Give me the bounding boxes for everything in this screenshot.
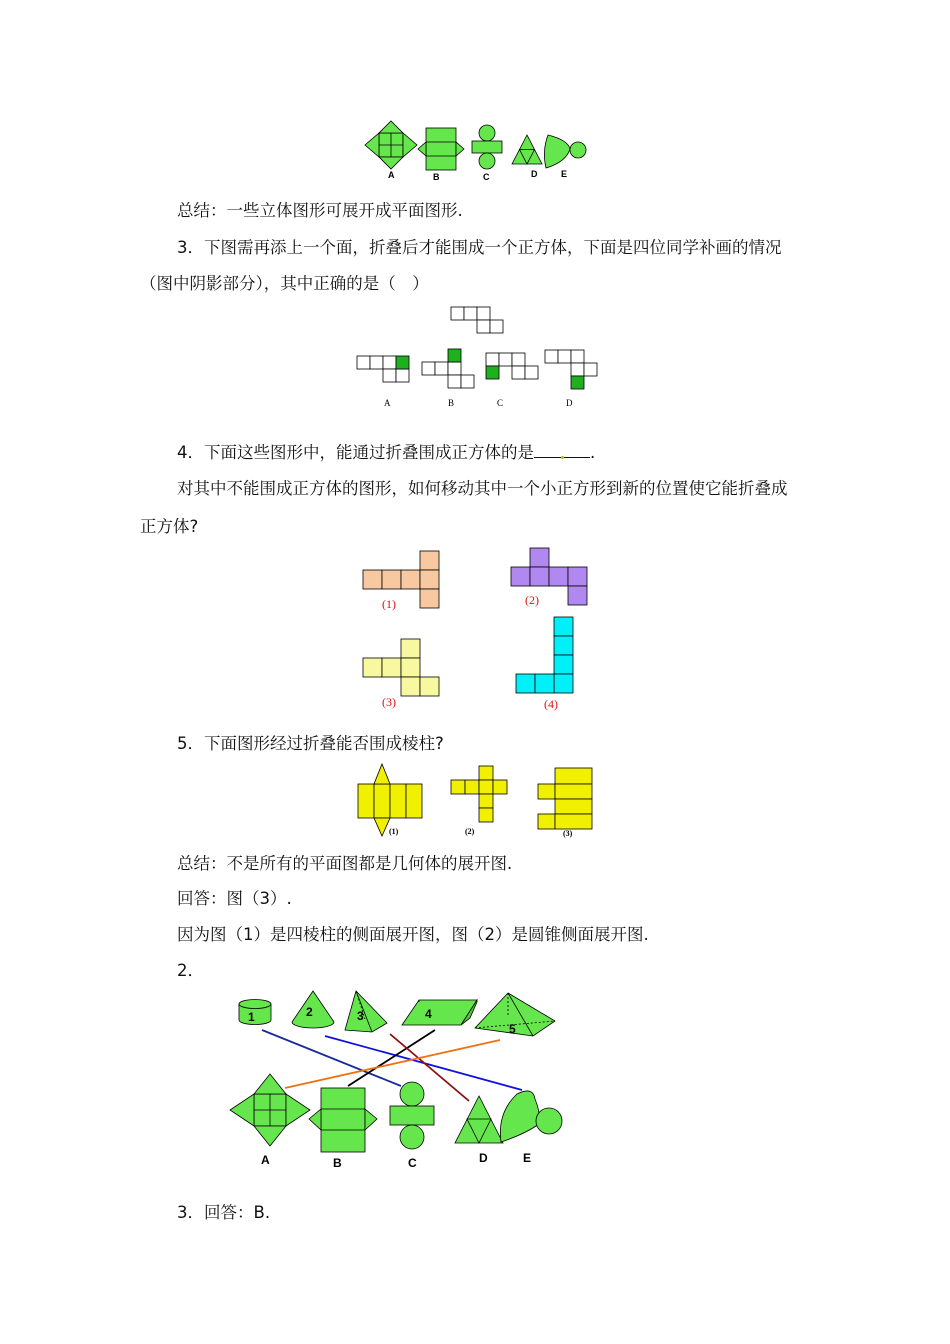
summary-2: 总结：不是所有的平面图都是几何体的展开图. xyxy=(177,854,513,873)
matching-figure xyxy=(225,988,570,1173)
q4-line-1 xyxy=(177,442,595,464)
q5-label-1: (1) xyxy=(389,827,399,836)
q5-label-2: (2) xyxy=(465,827,475,836)
summary-1: 总结：一些立体图形可展开成平面图形. xyxy=(177,201,463,220)
q5-nets-figure xyxy=(352,762,602,840)
top-label-c: C xyxy=(483,172,490,182)
q4-label-4: (4) xyxy=(544,697,558,711)
q4-label-2: (2) xyxy=(525,593,539,607)
q5-label-3: (3) xyxy=(563,829,573,838)
q3-base-net xyxy=(450,306,506,334)
q4-line-1-end: . xyxy=(590,443,596,462)
match-line-5-a xyxy=(285,1040,500,1088)
q4-line-3: 正方体? xyxy=(140,517,199,536)
q4-nets-figure xyxy=(355,540,595,716)
net-label-c: C xyxy=(408,1156,417,1170)
q3-options-figure xyxy=(355,348,600,410)
q4-line-1-text: 4．下面这些图形中，能通过折叠围成正方体的是 xyxy=(177,443,534,462)
solid-number-5: 5 xyxy=(509,1022,516,1036)
q3-line-2: （图中阴影部分），其中正确的是（ ） xyxy=(140,274,429,293)
q4-line-2: 对其中不能围成正方体的图形，如何移动其中一个小正方形到新的位置使它能折叠成 xyxy=(177,479,788,498)
solid-number-3: 3 xyxy=(357,1009,364,1023)
q4-label-1: (1) xyxy=(382,597,396,611)
net-label-a: A xyxy=(261,1153,270,1167)
item-2: 2． xyxy=(177,961,204,980)
q4-label-3: (3) xyxy=(382,695,396,709)
q3-option-a: A xyxy=(384,398,391,408)
answer-1: 回答：图（3）. xyxy=(177,889,292,908)
q5-line-1: 5．下面图形经过折叠能否围成棱柱? xyxy=(177,734,444,753)
q3-option-c: C xyxy=(497,398,504,408)
solid-number-4: 4 xyxy=(425,1007,432,1021)
net-label-e: E xyxy=(523,1151,532,1165)
answer-2: 因为图（1）是四棱柱的侧面展开图，图（2）是圆锥侧面展开图. xyxy=(177,925,649,944)
solid-number-1: 1 xyxy=(248,1010,255,1024)
top-label-a: A xyxy=(388,170,395,180)
answer-blank[interactable] xyxy=(534,443,590,458)
solid-number-2: 2 xyxy=(306,1005,313,1019)
q3-option-b: B xyxy=(448,398,455,408)
top-nets-figure xyxy=(360,118,592,184)
top-label-b: B xyxy=(433,172,440,182)
q3-line-1: 3．下图需再添上一个面，折叠后才能围成一个正方体，下面是四位同学补画的情况 xyxy=(177,238,782,257)
net-label-b: B xyxy=(333,1156,342,1170)
net-label-d: D xyxy=(479,1151,488,1165)
top-label-e: E xyxy=(561,169,568,179)
top-label-d: D xyxy=(531,169,538,179)
q3-option-d: D xyxy=(566,398,573,408)
answer-3: 3．回答：B. xyxy=(177,1203,271,1222)
